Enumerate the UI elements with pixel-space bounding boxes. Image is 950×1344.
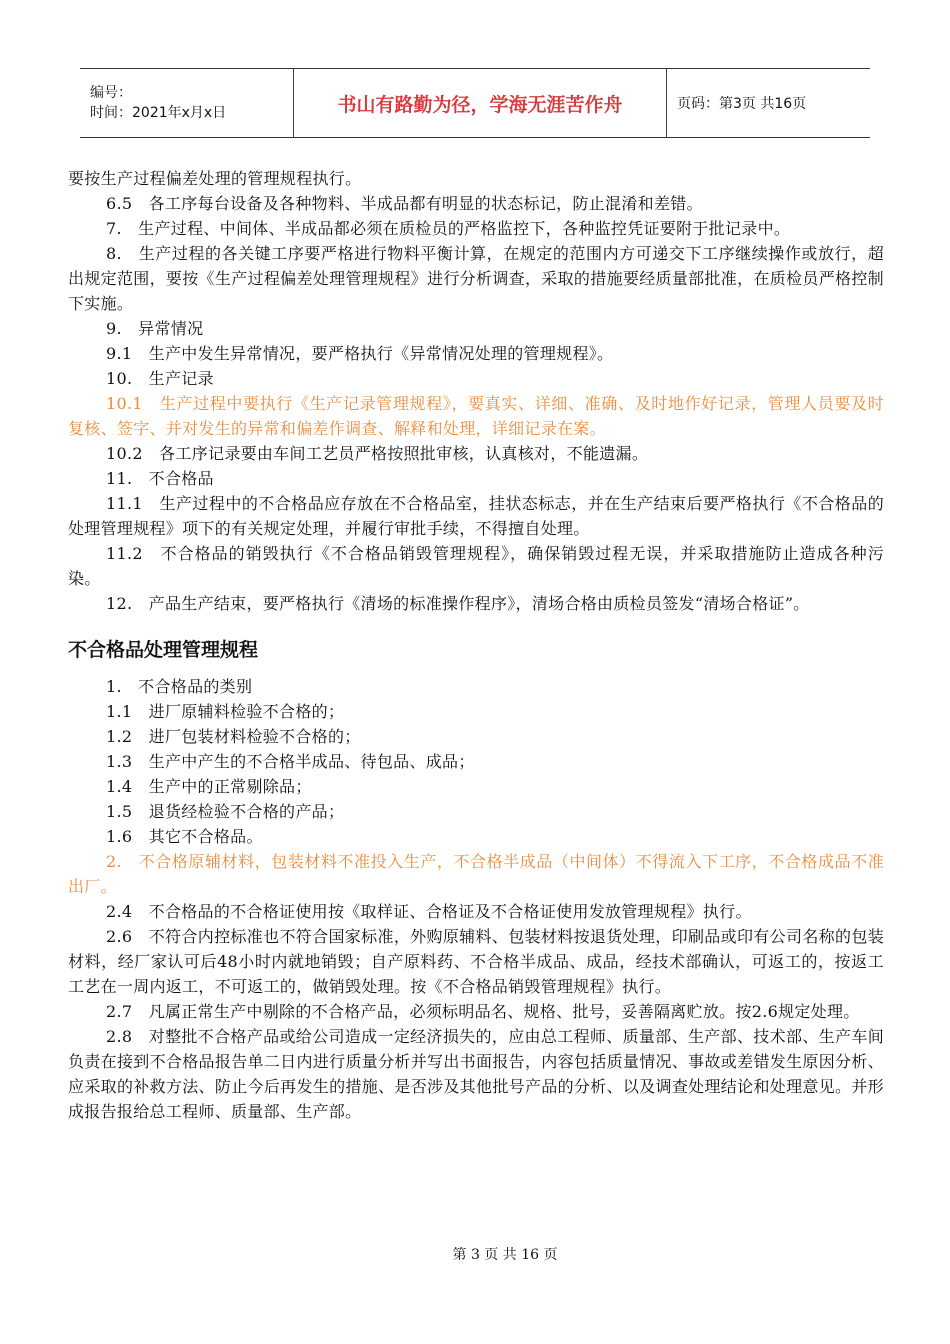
code-label: 编号： [90, 85, 132, 101]
paragraph: 10.2 各工序记录要由车间工艺员严格按照批审核，认真核对，不能遗漏。 [106, 444, 649, 463]
document-body [68, 166, 884, 1124]
paragraph: 1.6 其它不合格品。 [106, 827, 263, 846]
paragraph: 10. 生产记录 [106, 369, 214, 388]
paragraph: 1.2 进厂包装材料检验不合格的； [106, 727, 361, 746]
header-motto [294, 69, 667, 137]
time-label: 时间：2021年x月x日 [90, 105, 227, 121]
section-paragraph-list [68, 674, 884, 1124]
paragraph: 2.6 不符合内控标准也不符合国家标准，外购原辅料、包装材料按退货处理，印刷品或印有公司名称的包装材料，经厂家认可后48小时内就地销毁；自产原料药、不合格半成品、成品，经技术部确认，可返工的，按返工工艺在一周内返工，不可返工的，做销毁处理。按《不合格品销毁管理规程》执行。 [68, 927, 884, 996]
paragraph-list [68, 166, 884, 616]
paragraph: 8. 生产过程的各关键工序要严格进行物料平衡计算，在规定的范围内方可递交下工序继续操作或放行，超出规定范围，要按《生产过程偏差处理管理规程》进行分析调查，采取的措施要经质量部批准，在质检员严格控制下实施。 [68, 244, 884, 313]
page-label: 页码：第3页 共16页 [677, 96, 807, 112]
paragraph: 9. 异常情况 [106, 319, 204, 338]
paragraph: 10.1 生产过程中要执行《生产记录管理规程》，要真实、详细、准确、及时地作好记录，管理人员要及时复核、签字、并对发生的异常和偏差作调查、解释和处理，详细记录在案。 [68, 394, 884, 438]
header-page [667, 69, 870, 137]
paragraph: 11.1 生产过程中的不合格品应存放在不合格品室，挂状态标志，并在生产结束后要严格执行《不合格品的处理管理规程》项下的有关规定处理，并履行审批手续，不得擅自处理。 [68, 494, 884, 538]
paragraph: 1.3 生产中产生的不合格半成品、待包品、成品； [106, 752, 475, 771]
paragraph: 12. 产品生产结束，要严格执行《清场的标准操作程序》，清场合格由质检员签发“清场合格证”。 [106, 594, 810, 613]
paragraph: 2.7 凡属正常生产中剔除的不合格产品，必须标明品名、规格、批号，妥善隔离贮放。按2.6规定处理。 [106, 1002, 860, 1021]
paragraph: 7. 生产过程、中间体、半成品都必须在质检员的严格监控下，各种监控凭证要附于批记录中。 [106, 219, 791, 238]
paragraph: 2.8 对整批不合格产品或给公司造成一定经济损失的，应由总工程师、质量部、生产部、技术部、生产车间负责在接到不合格品报告单二日内进行质量分析并写出书面报告，内容包括质量情况、事故或差错发生原因分析、应采取的补救方法、防止今后再发生的措施、是否涉及其他批号产品的分析、以及调查处理结论和处理意见。并形成报告报给总工程师、质量部、生产部。 [68, 1027, 884, 1121]
motto-text: 书山有路勤为径，学海无涯苦作舟 [337, 93, 623, 116]
paragraph: 2. 不合格原辅材料，包装材料不准投入生产，不合格半成品（中间体）不得流入下工序，不合格成品不准出厂。 [68, 852, 884, 896]
paragraph: 11. 不合格品 [106, 469, 214, 488]
paragraph: 1. 不合格品的类别 [106, 677, 253, 696]
paragraph: 2.4 不合格品的不合格证使用按《取样证、合格证及不合格证使用发放管理规程》执行。 [106, 902, 752, 921]
section-title: 不合格品处理管理规程 [68, 639, 259, 661]
paragraph: 1.5 退货经检验不合格的产品； [106, 802, 345, 821]
header-table [80, 68, 870, 138]
paragraph: 要按生产过程偏差处理的管理规程执行。 [68, 169, 362, 188]
paragraph: 9.1 生产中发生异常情况，要严格执行《异常情况处理的管理规程》。 [106, 344, 614, 363]
page-footer: 第 3 页 共 16 页 [452, 1247, 558, 1263]
paragraph: 11.2 不合格品的销毁执行《不合格品销毁管理规程》，确保销毁过程无误，并采取措施防止造成各种污染。 [68, 544, 884, 588]
paragraph: 6.5 各工序每台设备及各种物料、半成品都有明显的状态标记，防止混淆和差错。 [106, 194, 703, 213]
paragraph: 1.1 进厂原辅料检验不合格的； [106, 702, 345, 721]
paragraph: 1.4 生产中的正常剔除品； [106, 777, 312, 796]
header-meta [80, 69, 294, 137]
